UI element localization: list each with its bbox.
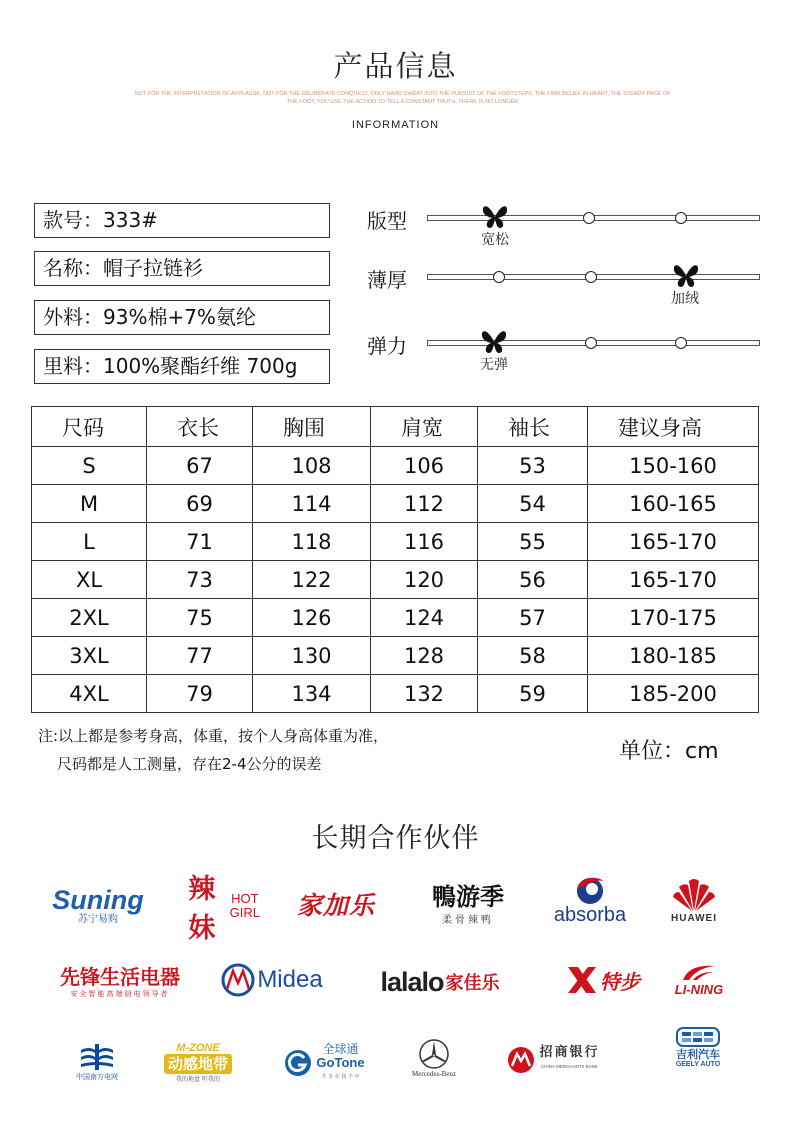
table-cell: 132 [371,675,478,713]
absorba-swoosh-icon [570,875,610,905]
table-cell: 120 [371,561,478,599]
table-cell: 54 [478,485,588,523]
absorba-logo [544,872,636,928]
table-cell: 108 [253,447,371,485]
table-row [32,561,759,599]
table-cell: 73 [147,561,253,599]
csg-logo-text: 中国南方电网 [76,1073,118,1081]
outer-material-field: 外料：93%棉+7%氨纶 [34,300,330,335]
yayouji-logo-text: 鴨游季 [432,881,504,911]
gotone-g-icon [283,1048,313,1078]
huawei-logo-text: HUAWEI [671,912,717,924]
fit-dot-3 [675,212,687,224]
elasticity-selected-caption: 无弹 [480,357,508,373]
table-cell: 67 [147,447,253,485]
xtep-logo-text: 特步 [600,969,640,994]
table-cell: 75 [147,599,253,637]
table-cell: 124 [371,599,478,637]
page-title: 产品信息 [333,49,458,83]
mzone-logo-cn: 动感地带 [164,1054,232,1074]
mercedes-star-icon [418,1038,450,1070]
geely-logo-text: 吉利汽车 [676,1048,720,1061]
size-table [31,406,759,713]
header-length: 衣长 [147,407,253,447]
cmb-logo [500,1040,606,1080]
mzone-logo-sub: 我的地盘 听我的 [176,1075,220,1083]
midea-logo [220,958,324,1002]
gotone-logo-text: 全球通 [322,1042,359,1056]
table-cell: 126 [253,599,371,637]
table-cell: 128 [371,637,478,675]
butterfly-marker-icon [480,203,510,231]
table-cell: 165-170 [588,523,759,561]
table-cell: 116 [371,523,478,561]
table-cell: 58 [478,637,588,675]
elasticity-dot-3 [675,337,687,349]
butterfly-marker-icon [671,262,701,290]
table-cell: 134 [253,675,371,713]
yayouji-logo-sub: 柔骨辣鸭 [442,914,494,926]
table-cell: 130 [253,637,371,675]
fit-slider [367,199,762,248]
mzone-logo-text: M-ZONE [176,1041,220,1054]
cmb-logo-sub: CHINA MERCHANTS BANK [540,1064,598,1069]
table-row [32,523,759,561]
table-cell: 71 [147,523,253,561]
huawei-petals-icon [671,877,717,913]
table-cell: 112 [371,485,478,523]
table-row [32,485,759,523]
gotone-logo [276,1040,372,1086]
elasticity-label: 弹力 [367,334,407,358]
thickness-slider [367,258,762,307]
huawei-logo [662,872,726,928]
yayouji-logo [418,880,518,928]
suning-logo-sub: 苏宁易购 [78,914,118,925]
lining-logo-text: LI-NING [674,981,724,997]
table-cell: 114 [253,485,371,523]
thickness-label: 薄厚 [367,268,407,292]
table-cell: 77 [147,637,253,675]
header-subtitle: INFORMATION [351,119,440,131]
lameizi-logo-text: 辣妹 [188,874,216,944]
fit-dot-2 [583,212,595,224]
table-cell: 3XL [32,637,147,675]
unit-label: 单位：cm [619,739,719,764]
gotone-logo-en: GoTone [316,1055,365,1070]
table-cell: 160-165 [588,485,759,523]
style-number-field: 款号：333# [34,203,330,238]
table-cell: 4XL [32,675,147,713]
thickness-dot-2 [585,271,597,283]
note-line-2: 尺码都是人工测量，存在2-4公分的误差 [57,755,322,773]
midea-logo-text: Midea [257,966,323,993]
lining-swoosh-icon [679,962,719,982]
midea-circle-icon [221,961,255,999]
geely-shield-icon [675,1026,721,1048]
measurement-note [38,722,388,778]
xtep-x-icon [566,965,598,995]
cmb-logo-text: 招商银行 [539,1045,600,1060]
gotone-logo-sub: 共 享 在 我 手 中 [321,1074,360,1080]
lameizi-logo [176,874,260,944]
table-cell: 106 [371,447,478,485]
header-chest: 胸围 [253,407,371,447]
thickness-selected-caption: 加绒 [671,291,699,307]
table-cell: 59 [478,675,588,713]
header-sleeve: 袖长 [478,407,588,447]
table-cell: 185-200 [588,675,759,713]
table-cell: M [32,485,147,523]
table-cell: 53 [478,447,588,485]
elasticity-slider [367,324,762,373]
xianfeng-logo-sub: 安全智能高端厨电领导者 [70,990,170,998]
lalalo-logo-cn: 家佳乐 [445,973,500,994]
partners-title: 长期合作伙伴 [311,823,480,854]
table-cell: XL [32,561,147,599]
header-height: 建议身高 [588,407,759,447]
csg-waves-icon [77,1042,117,1072]
lalalo-logo-text: lalalo [380,966,444,997]
benz-logo [398,1034,470,1082]
table-cell: 55 [478,523,588,561]
table-row [32,599,759,637]
lameizi-logo-girl: GIRL [229,905,260,920]
table-cell: 57 [478,599,588,637]
product-name-field: 名称：帽子拉链衫 [34,251,330,286]
jiajiale-logo-text: 家加乐 [296,891,375,920]
cmb-m-icon [506,1045,536,1075]
elasticity-dot-2 [585,337,597,349]
fit-label: 版型 [367,209,407,233]
table-cell: 69 [147,485,253,523]
xtep-logo [558,962,648,998]
table-cell: 2XL [32,599,147,637]
suning-logo-text: Suning [52,885,144,915]
table-cell: 180-185 [588,637,759,675]
table-cell: 150-160 [588,447,759,485]
table-cell: 170-175 [588,599,759,637]
lalalo-logo [360,964,520,1000]
butterfly-marker-icon [479,328,509,356]
table-row [32,447,759,485]
xianfeng-logo [52,962,188,1002]
jiajiale-logo [284,884,388,924]
fit-selected-caption: 宽松 [481,232,509,248]
benz-logo-text: Mercedes-Benz [412,1070,456,1078]
xianfeng-logo-text: 先锋生活电器 [60,965,180,989]
geely-logo [664,1022,732,1072]
header-tagline: NOT FOR THE INTERPRETATION OF APPLAUSE, NOT FOR THE DELIBERATE CONQUEST, ONLY HARD SWEAT INTO THE PURSUIT OF THE FOOTSTEPS, THE FIRM BELIEF IN HEART, THE STEADY PACE OF THE FOOT, YOU USE THE ACTION TO TELL A CONSTANT TRUTH, THERE IS NO LONGER [134,91,671,105]
geely-logo-sub: GEELY AUTO [675,1061,721,1068]
table-cell: 118 [253,523,371,561]
table-row [32,675,759,713]
note-line-1: 注:以上都是参考身高，体重，按个人身高体重为准， [38,727,389,745]
lameizi-logo-hot: HOT [231,891,259,906]
table-cell: 56 [478,561,588,599]
lining-logo [664,958,734,1000]
table-row [32,637,759,675]
table-cell: L [32,523,147,561]
thickness-dot-1 [493,271,505,283]
suning-logo [48,884,148,928]
table-cell: 79 [147,675,253,713]
table-cell: 122 [253,561,371,599]
table-cell: 165-170 [588,561,759,599]
header-size: 尺码 [32,407,147,447]
mzone-logo [158,1036,238,1088]
absorba-logo-text: absorba [553,904,627,926]
header-shoulder: 肩宽 [371,407,478,447]
csg-logo [66,1040,128,1084]
table-cell: S [32,447,147,485]
lining-material-field: 里料：100%聚酯纤维 700g [34,349,330,384]
table-header-row [32,407,759,447]
